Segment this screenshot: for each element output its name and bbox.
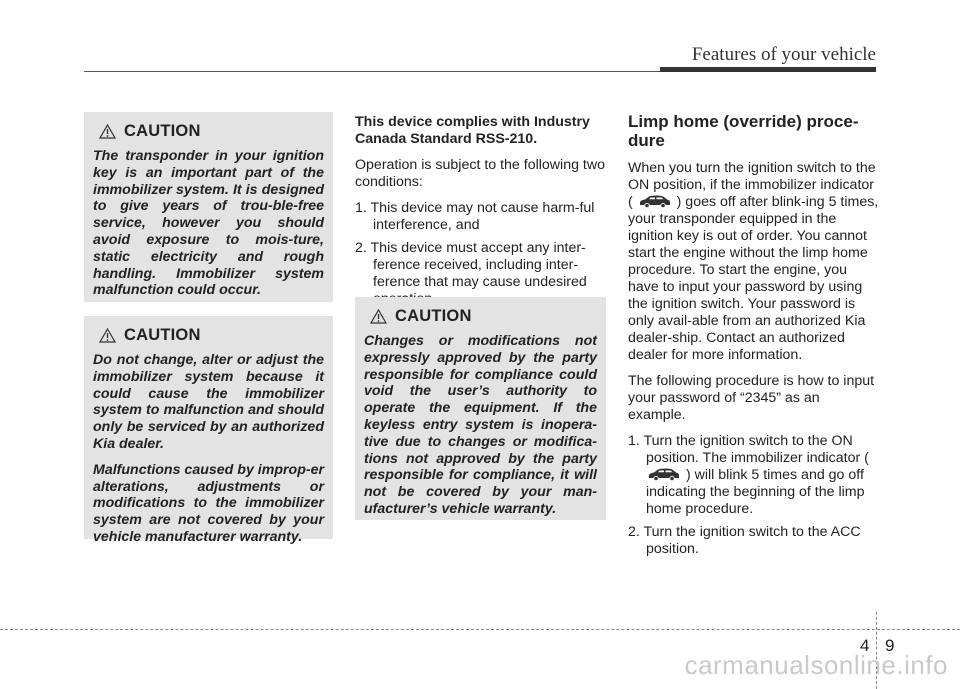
text-span: When you turn the ignition switch to the ON position, if the immobilizer indicator (	[628, 160, 876, 210]
caution-title: CAUTION	[124, 122, 201, 140]
header-title: Features of your vehicle	[691, 44, 876, 65]
text-span: ) will blink 5 times and go off indicating the beginning of the limp home procedure.	[646, 467, 865, 517]
caution-text: Malfunctions caused by improp-er alterations, adjustments or modifications to the immobilizer system are not covered by your vehicle manufacturer warranty.	[93, 461, 324, 545]
footer-rule	[0, 629, 960, 630]
procedure-steps	[628, 433, 880, 558]
condition-item: 2. This device must accept any inter-ference received, including inter-ference that may cause undesired	[355, 240, 587, 290]
caution-box-modifications	[355, 297, 606, 520]
warning-triangle-icon	[99, 124, 116, 139]
condition-list	[355, 200, 606, 308]
caution-box-transponder	[84, 112, 333, 302]
text-span: ) goes off after blink-ing 5 times, your transponder equipped in the ignition key is out of order. You cannot start the engine without the limp home procedure. To start the engine, you have to input your password by using the ignition switch. Your password is only avail-able from an authorized Kia dealer-ship. Contact an authorized dealer for more information.	[628, 194, 879, 363]
section-title: Limp home (override) proce-dure	[628, 112, 859, 150]
caution-title: CAUTION	[124, 326, 201, 344]
caution-text: Changes or modifications not expressly approved by the party responsible for compliance could void the user’s authority to operate the equipment. If the keyless entry system is inopera-tive due to changes or modifica-tions not approved by the party responsible for compliance, it will not be covered by your man-ufacturer’s vehicle warranty.	[364, 333, 597, 517]
compliance-intro: Operation is subject to the following two conditions:	[355, 157, 605, 190]
chapter-number: 4	[860, 636, 870, 655]
compliance-heading: This device complies with Industry Canada Standard RSS-210.	[355, 114, 590, 147]
header-rule-accent	[660, 67, 876, 72]
warning-triangle-icon	[370, 309, 387, 324]
caution-box-immobilizer	[84, 316, 333, 545]
compliance-column	[355, 114, 606, 322]
caution-text: Do not change, alter or adjust the immobilizer system because it could cause the immobilizer system to malfunction and should only be serviced by an authorized Kia dealer.	[93, 352, 324, 452]
procedure-step	[628, 433, 880, 518]
condition-item: 1. This device may not cause harm-ful interference, and	[355, 200, 595, 233]
limp-home-example: The following procedure is how to input your password of “2345” as an example.	[628, 373, 875, 423]
page-number: 9	[885, 636, 895, 655]
caution-text: The transponder in your ignition key is an important part of the immobilizer system. It is designed to give years of trou-ble-free service, however you should avoid exposure to mois-ture, static electricity and rough handling. Immobilizer system malfunction could occur.	[93, 148, 324, 299]
text-span: 1. Turn the ignition switch to the ON position. The immobilizer indicator (	[628, 433, 869, 466]
watermark: carmanualsonline.info	[684, 650, 948, 680]
warning-triangle-icon	[99, 328, 116, 343]
limp-home-section	[628, 112, 880, 572]
procedure-step: 2. Turn the ignition switch to the ACC position.	[628, 524, 861, 557]
limp-home-intro	[628, 160, 880, 364]
caution-title: CAUTION	[395, 307, 472, 325]
immobilizer-car-icon	[646, 467, 682, 481]
immobilizer-car-icon	[637, 194, 673, 208]
